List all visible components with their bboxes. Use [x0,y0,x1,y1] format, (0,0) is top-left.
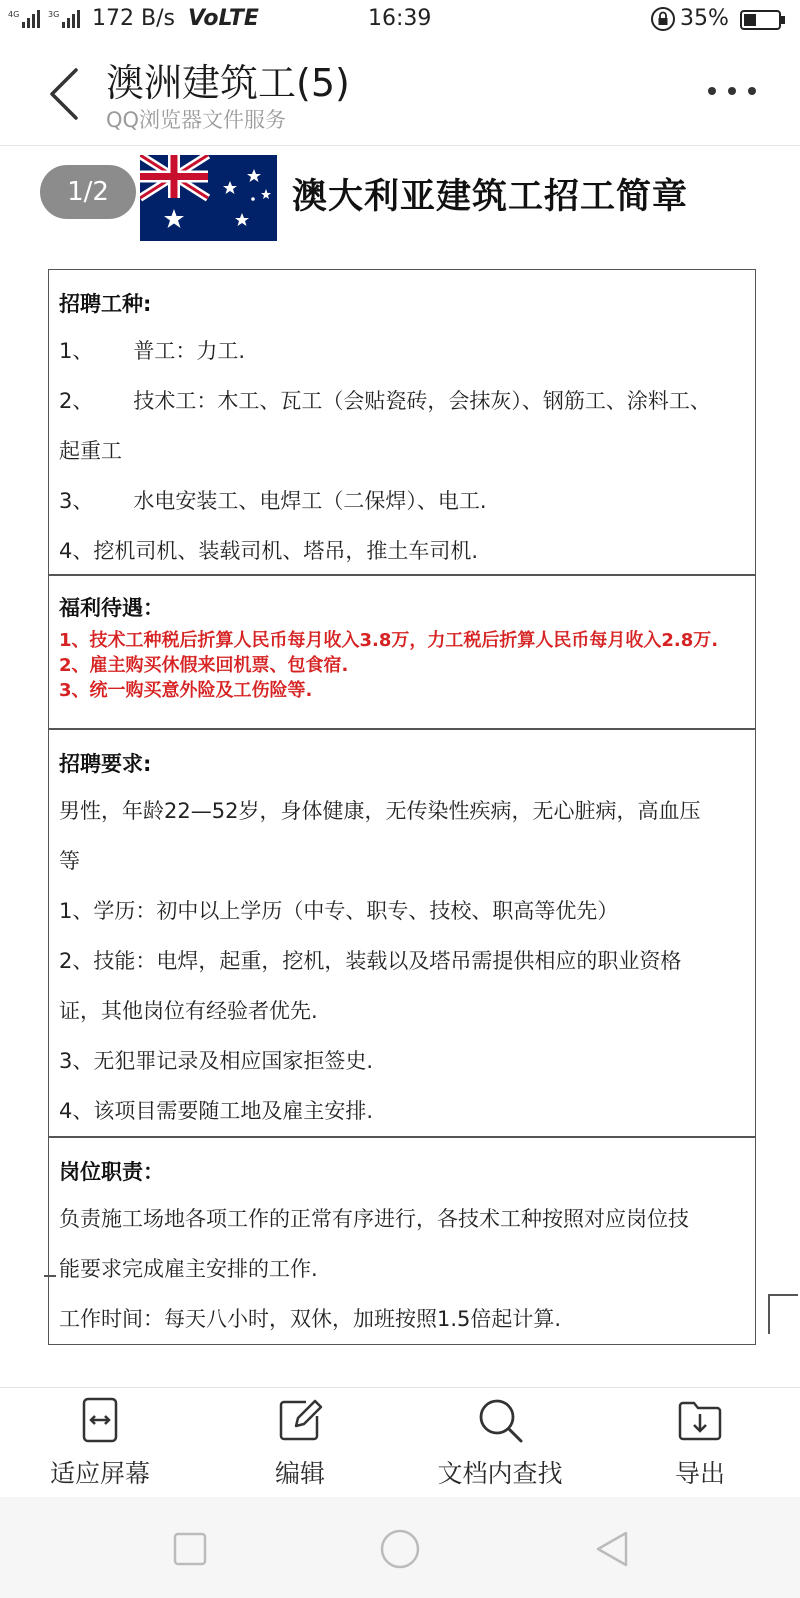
doc-line: 能要求完成雇主安排的工作. [59,1257,318,1281]
recent-apps-button[interactable] [168,1527,212,1571]
doc-line: 1、 普工：力工. [59,339,246,363]
bottom-toolbar [0,1387,800,1497]
rotation-lock-icon [650,6,676,32]
export-button[interactable] [620,1396,780,1492]
benefit-line: 1、技术工种税后折算人民币每月收入3.8万，力工税后折算人民币每月收入2.8万. [59,630,719,651]
system-back-button[interactable] [590,1527,634,1571]
page-corner-mark [768,1294,798,1334]
circle-icon [382,1531,418,1567]
doc-line: 3、 水电安装工、电焊工（二保焊）、电工. [59,489,487,513]
search-icon [476,1396,524,1444]
battery-icon [740,10,786,30]
section-benefits [48,575,756,729]
doc-line: 等 [59,849,80,873]
export-icon [676,1396,724,1444]
doc-line: 工作时间：每天八小时，双休，加班按照1.5倍起计算. [59,1307,562,1331]
doc-line: 证，其他岗位有经验者优先. [59,999,318,1023]
page-title: 澳洲建筑工(5) [106,61,350,105]
battery-percent: 35% [680,6,729,31]
doc-line: 2、技能：电焊，起重，挖机，装载以及塔吊需提供相应的职业资格 [59,949,682,973]
section-job-types [48,269,756,575]
doc-line: 3、无犯罪记录及相应国家拒签史. [59,1049,374,1073]
fit-screen-icon [76,1396,124,1444]
australian-flag-icon [140,155,277,241]
fit-screen-label: 适应屏幕 [49,1459,150,1488]
page-subtitle: QQ浏览器文件服务 [106,108,287,132]
volte-indicator: VoLTE [188,6,259,31]
section-responsibilities [48,1137,756,1345]
section-heading: 招聘要求: [59,752,152,776]
system-nav-bar [0,1497,800,1598]
more-dots-icon [708,87,756,95]
doc-line: 2、 技术工：木工、瓦工（会贴瓷砖，会抹灰）、钢筋工、涂料工、 [59,389,711,413]
section-requirements [48,729,756,1137]
document-viewer[interactable] [0,147,800,1387]
doc-line: 起重工 [59,439,122,463]
network-speed: 172 B/s [92,6,175,31]
square-icon [175,1534,205,1564]
export-label: 导出 [674,1459,725,1488]
section-heading: 招聘工种: [59,292,152,316]
section-heading: 岗位职责： [59,1160,164,1184]
doc-line: 负责施工场地各项工作的正常有序进行，各技术工种按照对应岗位技 [59,1207,689,1231]
fit-screen-button[interactable] [20,1396,180,1492]
back-button[interactable] [40,64,90,124]
section-heading: 福利待遇： [59,596,164,620]
triangle-back-icon [598,1533,626,1565]
doc-line: 男性，年龄22—52岁，身体健康，无传染性疾病，无心脏病，高血压 [59,799,701,823]
edit-label: 编辑 [274,1459,325,1488]
home-button[interactable] [378,1527,422,1571]
svg-text:3G: 3G [48,10,60,19]
status-bar [0,0,800,42]
page-indicator: 1/2 [40,165,136,219]
benefit-line: 2、雇主购买休假来回机票、包食宿. [59,655,349,676]
doc-line: 4、该项目需要随工地及雇主安排. [59,1099,374,1123]
more-options-button[interactable] [704,76,760,106]
title-bar [0,42,800,146]
edit-button[interactable] [220,1396,380,1492]
find-in-document-button[interactable] [420,1396,580,1492]
svg-text:4G: 4G [8,10,20,19]
doc-line: 1、学历：初中以上学历（中专、职专、技校、职高等优先） [59,899,619,923]
document-title: 澳大利亚建筑工招工简章 [292,177,689,217]
doc-line: 4、挖机司机、装载司机、塔吊，推土车司机. [59,539,479,563]
signal-icon [8,8,88,30]
page-margin-mark [44,1275,56,1277]
find-label: 文档内查找 [437,1459,563,1488]
benefit-line: 3、统一购买意外险及工伤险等. [59,680,313,701]
chevron-left-icon [52,70,76,118]
edit-icon [276,1396,324,1444]
clock: 16:39 [368,6,432,31]
